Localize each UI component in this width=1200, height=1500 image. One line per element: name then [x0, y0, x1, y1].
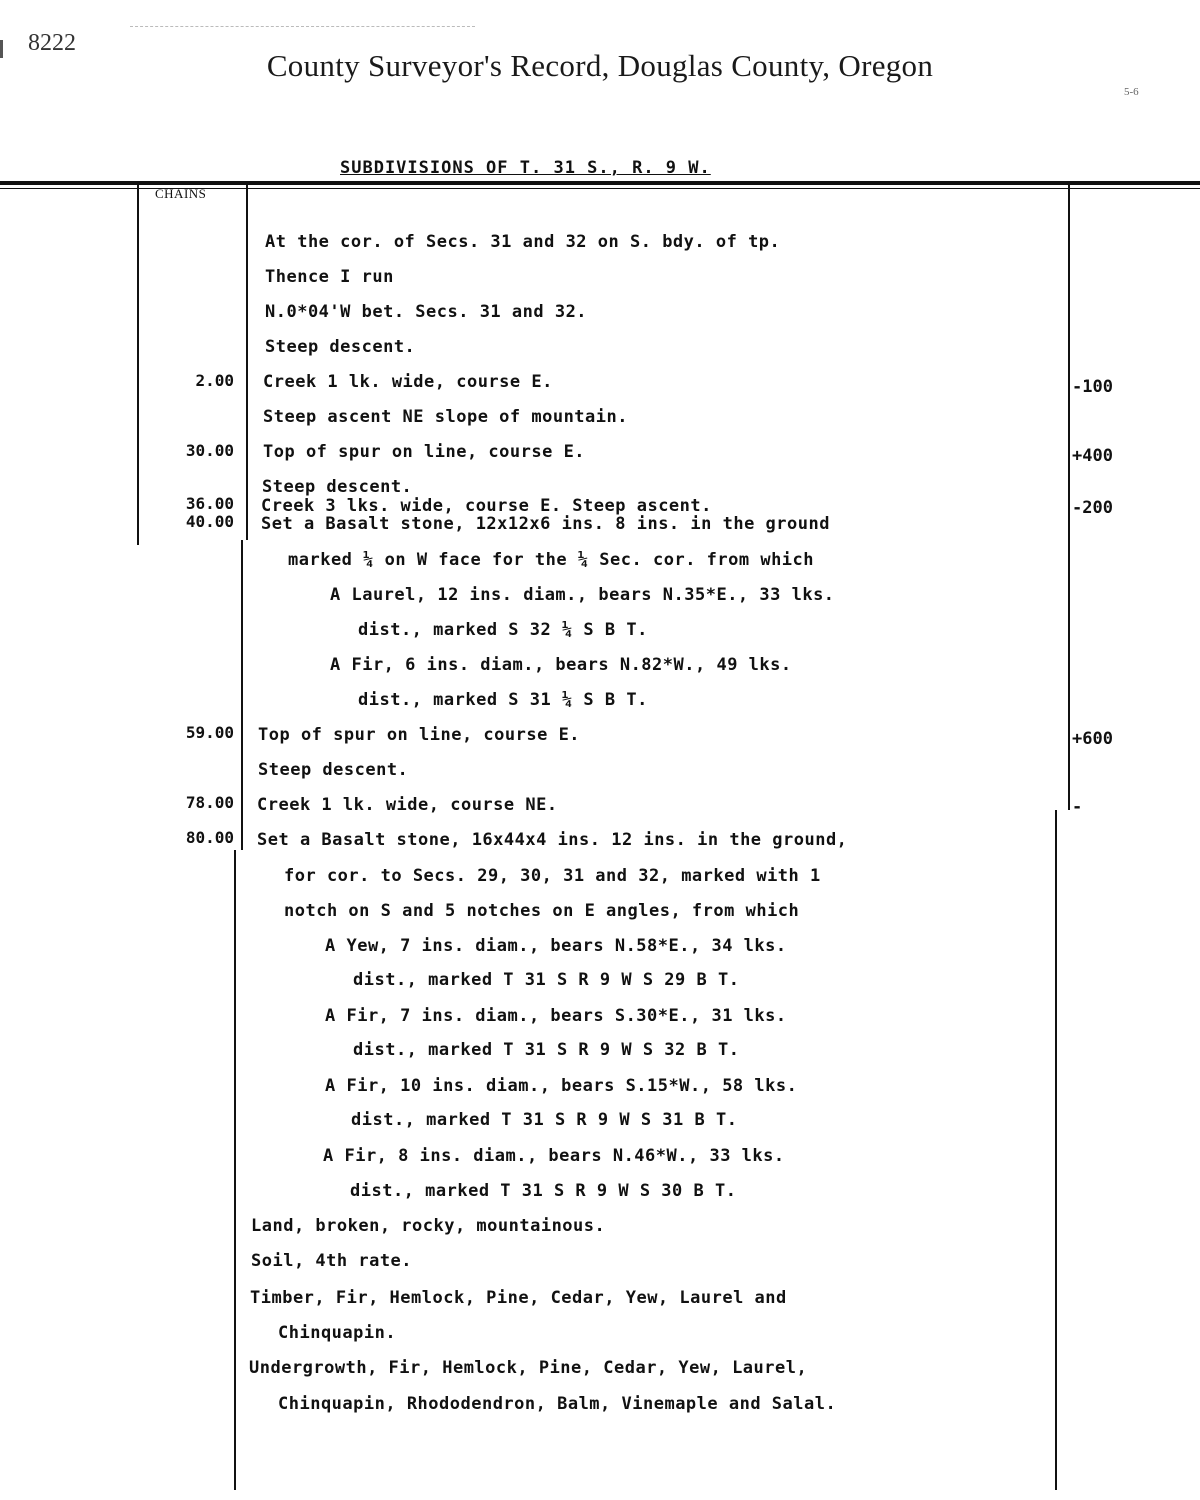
field-note-line: Land, broken, rocky, mountainous. — [251, 1216, 606, 1236]
field-note-line: A Fir, 7 ins. diam., bears S.30*E., 31 lks. — [325, 1006, 787, 1026]
field-note-line: A Fir, 6 ins. diam., bears N.82*W., 49 lks. — [330, 655, 792, 675]
field-note-line: Set a Basalt stone, 16x44x4 ins. 12 ins. in the ground, — [257, 830, 848, 850]
field-note-line: Thence I run — [265, 267, 394, 287]
field-note-line: Undergrowth, Fir, Hemlock, Pine, Cedar, Yew, Laurel, — [249, 1358, 808, 1378]
page-title: County Surveyor's Record, Douglas County, Oregon — [266, 48, 934, 83]
field-note-line: dist., marked T 31 S R 9 W S 29 B T. — [353, 970, 740, 990]
field-note-line: Chinquapin, Rhododendron, Balm, Vinemaple and Salal. — [278, 1394, 837, 1414]
field-note-line: Soil, 4th rate. — [251, 1251, 413, 1271]
margin-note: 5-6 — [1124, 86, 1139, 98]
elevation-change: -200 — [1072, 498, 1113, 518]
chain-value: 59.00 — [185, 723, 234, 742]
top-dashed-rule — [130, 26, 475, 27]
chain-value: 2.00 — [195, 371, 234, 390]
page-number: 8222 — [28, 30, 76, 56]
field-note-line: A Laurel, 12 ins. diam., bears N.35*E., 33 lks. — [330, 585, 835, 605]
elevation-divider-upper — [1068, 185, 1070, 810]
field-note-line: Creek 1 lk. wide, course E. — [263, 372, 553, 392]
chain-value: 36.00 — [185, 494, 234, 513]
field-note-line: marked ¼ on W face for the ¼ Sec. cor. from which — [288, 550, 815, 570]
field-note-line: N.0*04'W bet. Secs. 31 and 32. — [265, 302, 588, 322]
field-note-line: Top of spur on line, course E. — [258, 725, 581, 745]
elevation-change: -100 — [1072, 377, 1113, 397]
left-column-rule — [137, 185, 139, 545]
elevation-change: +600 — [1072, 729, 1113, 749]
elevation-change: +400 — [1072, 446, 1113, 466]
elevation-divider-lower — [1055, 810, 1057, 1490]
field-note-line: Timber, Fir, Hemlock, Pine, Cedar, Yew, Laurel and — [250, 1288, 787, 1308]
chains-column-header: CHAINS — [155, 186, 207, 201]
field-note-line: A Fir, 8 ins. diam., bears N.46*W., 33 lks. — [323, 1146, 785, 1166]
field-note-line: A Yew, 7 ins. diam., bears N.58*E., 34 lks. — [325, 936, 787, 956]
field-note-line: Set a Basalt stone, 12x12x6 ins. 8 ins. in the ground — [261, 514, 830, 534]
field-note-line: A Fir, 10 ins. diam., bears S.15*W., 58 lks. — [325, 1076, 798, 1096]
field-note-line: Top of spur on line, course E. — [263, 442, 586, 462]
field-note-line: for cor. to Secs. 29, 30, 31 and 32, marked with 1 — [284, 866, 821, 886]
chain-value: 78.00 — [185, 793, 234, 812]
field-note-line: notch on S and 5 notches on E angles, from which — [284, 901, 800, 921]
elevation-change: - — [1072, 797, 1083, 817]
field-note-line: Steep descent. — [258, 760, 409, 780]
field-note-line: Steep ascent NE slope of mountain. — [263, 407, 628, 427]
field-note-line: Chinquapin. — [278, 1323, 397, 1343]
subdivisions-heading: SUBDIVISIONS OF T. 31 S., R. 9 W. — [340, 158, 711, 178]
field-note-line: dist., marked S 31 ¼ S B T. — [358, 690, 648, 710]
field-note-line: dist., marked T 31 S R 9 W S 30 B T. — [350, 1181, 737, 1201]
chain-value: 40.00 — [185, 512, 234, 531]
field-note-line: dist., marked T 31 S R 9 W S 32 B T. — [353, 1040, 740, 1060]
chain-value: 30.00 — [185, 441, 234, 460]
field-note-line: dist., marked S 32 ¼ S B T. — [358, 620, 648, 640]
heavy-rule — [0, 181, 1200, 185]
field-note-line: Creek 3 lks. wide, course E. Steep ascent. — [261, 496, 712, 516]
field-note-line: Steep descent. — [262, 477, 413, 497]
field-note-line: dist., marked T 31 S R 9 W S 31 B T. — [351, 1110, 738, 1130]
chains-divider-bottom — [234, 850, 236, 1490]
chains-divider-lower — [241, 540, 243, 850]
chain-value: 80.00 — [185, 828, 234, 847]
chains-divider-upper — [246, 185, 248, 540]
field-note-line: Creek 1 lk. wide, course NE. — [257, 795, 558, 815]
field-note-line: At the cor. of Secs. 31 and 32 on S. bdy. of tp. — [265, 232, 781, 252]
field-note-line: Steep descent. — [265, 337, 416, 357]
